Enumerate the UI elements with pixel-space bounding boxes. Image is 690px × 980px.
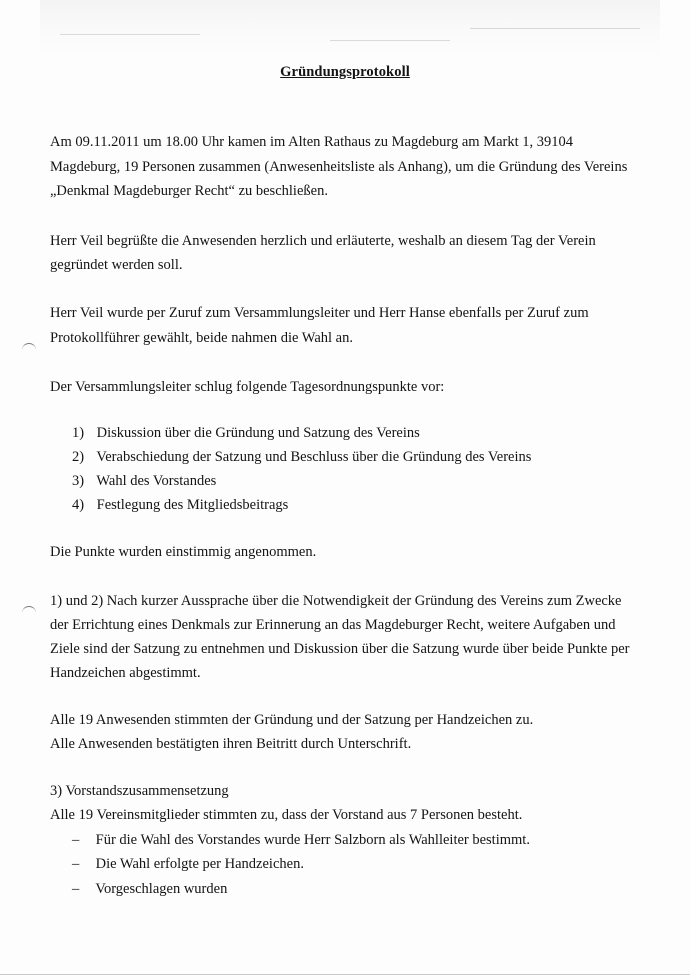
scan-artifact-top — [40, 0, 660, 58]
paragraph-line: Handzeichen abgestimmt. — [50, 665, 201, 681]
bullet-item — [72, 880, 227, 898]
section-text: Alle 19 Vereinsmitglieder stimmten zu, dass der Vorstand aus 7 Personen besteht. — [50, 807, 523, 823]
agenda-item — [72, 496, 288, 514]
agenda-item-number: 4) — [72, 497, 85, 513]
margin-mark — [22, 343, 36, 352]
paragraph-line: der Errichtung eines Denkmals zur Erinnerung an das Magdeburger Recht, weitere Aufgaben und — [50, 617, 616, 633]
agenda-item-number: 1) — [72, 425, 85, 441]
agenda-item-text: Wahl des Vorstandes — [96, 473, 217, 489]
bullet-text: Die Wahl erfolgte per Handzeichen. — [95, 856, 304, 872]
agenda-item — [72, 424, 420, 442]
scan-smudge — [60, 34, 200, 35]
paragraph-line: Herr Veil wurde per Zuruf zum Versammlungsleiter und Herr Hanse ebenfalls per Zuruf zum — [50, 305, 589, 321]
agenda-item-text: Diskussion über die Gründung und Satzung des Vereins — [96, 425, 420, 441]
agenda-item-number: 3) — [72, 473, 85, 489]
bullet-text: Vorgeschlagen wurden — [95, 881, 228, 897]
margin-mark — [22, 606, 36, 615]
bullet-text: Für die Wahl des Vorstandes wurde Herr Salzborn als Wahlleiter bestimmt. — [95, 832, 530, 848]
section-heading: 3) Vorstandszusammensetzung — [50, 783, 229, 799]
scan-smudge — [470, 28, 640, 29]
bullet-item — [72, 831, 530, 849]
paragraph-line: 1) und 2) Nach kurzer Aussprache über die Notwendigkeit der Gründung des Vereins zum Zwecke — [50, 593, 622, 609]
scan-smudge — [330, 40, 450, 41]
scan-edge — [0, 974, 690, 975]
paragraph-line: Protokollführer gewählt, beide nahmen die Wahl an. — [50, 330, 353, 346]
agenda-item-number: 2) — [72, 449, 85, 465]
paragraph-line: Herr Veil begrüßte die Anwesenden herzlich und erläuterte, weshalb an diesem Tag der Verein — [50, 233, 596, 249]
paragraph-line: Ziele sind der Satzung zu entnehmen und Diskussion über die Satzung wurde über beide Punkte per — [50, 641, 630, 657]
paragraph-line: gegründet werden soll. — [50, 257, 183, 273]
agenda-item — [72, 472, 216, 490]
agenda-item-text: Verabschiedung der Satzung und Beschluss über die Gründung des Vereins — [96, 449, 532, 465]
dash-bullet: – — [72, 832, 80, 848]
dash-bullet: – — [72, 856, 80, 872]
agenda-intro: Der Versammlungsleiter schlug folgende Tagesordnungspunkte vor: — [50, 379, 445, 395]
agenda-item-text: Festlegung des Mitgliedsbeitrags — [96, 497, 289, 513]
bullet-item — [72, 855, 304, 873]
dash-bullet: – — [72, 881, 80, 897]
paragraph-line: Alle 19 Anwesenden stimmten der Gründung und der Satzung per Handzeichen zu. — [50, 712, 534, 728]
document-title: Gründungsprotokoll — [280, 64, 410, 80]
paragraph-line: Magdeburg, 19 Personen zusammen (Anwesenheitsliste als Anhang), um die Gründung des Vereins — [50, 159, 628, 175]
agenda-item — [72, 448, 531, 466]
paragraph-line: Am 09.11.2011 um 18.00 Uhr kamen im Alten Rathaus zu Magdeburg am Markt 1, 39104 — [50, 134, 574, 150]
agenda-accepted: Die Punkte wurden einstimmig angenommen. — [50, 544, 317, 560]
paragraph-line: Alle Anwesenden bestätigten ihren Beitritt durch Unterschrift. — [50, 736, 412, 752]
paragraph-line: „Denkmal Magdeburger Recht“ zu beschließen. — [50, 183, 328, 199]
